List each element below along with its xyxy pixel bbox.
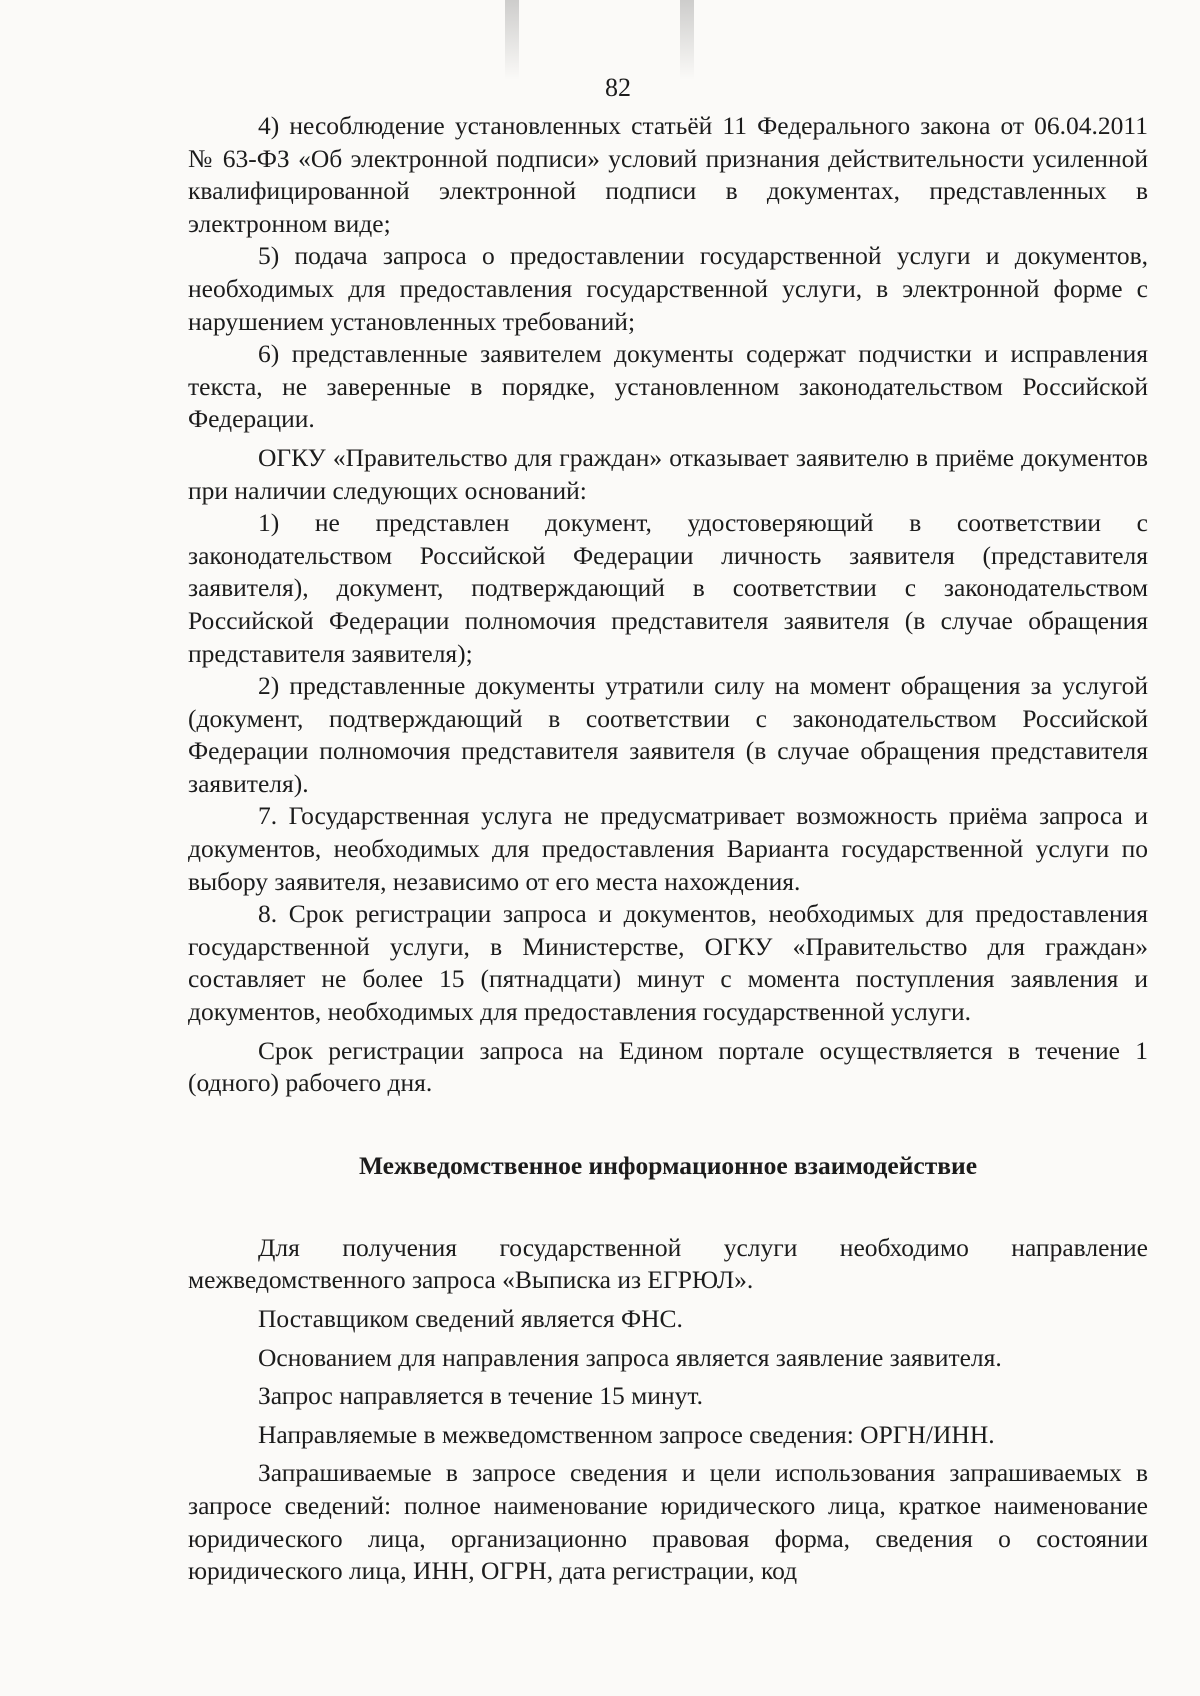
paragraph: Направляемые в межведомственном запросе сведения: ОРГН/ИНН. [258,1419,995,1449]
paragraph: Срок регистрации запроса на Едином портале осуществляется в течение 1 (одного) рабочего дня. [188,1035,1148,1098]
paragraph: Поставщиком сведений является ФНС. [258,1304,683,1333]
paragraph: 6) представленные заявителем документы содержат подчистки и исправления текста, не заверенные в порядке, установленном законодательством Российской Федерации. [188,339,1148,434]
page-number: 82 [605,73,631,102]
paragraph: ОГКУ «Правительство для граждан» отказывает заявителю в приёме документов при наличии следующих оснований: [188,442,1148,505]
paragraph: 5) подача запроса о предоставлении государственной услуги и документов, необходимых для предоставления государственной услуги, в электронной форме с нарушением установленных требований; [188,241,1148,336]
paragraph: 8. Срок регистрации запроса и документов, необходимых для предоставления государственной услуги, в Министерстве, ОГКУ «Правительство для граждан» составляет не более 15 (пятнадцати) минут с момента поступления заявления и документов, необходимых для предоставления государственной услуги. [188,899,1148,1027]
paragraph: Основанием для направления запроса является заявление заявителя. [258,1342,1002,1372]
section-heading: Межведомственное информационное взаимодействие [358,1150,978,1180]
paragraph: 7. Государственная услуга не предусматривает возможность приёма запроса и документов, необходимых для предоставления Варианта государственной услуги по выбору заявителя, независимо от его места нахождения. [188,801,1148,896]
paragraph: Для получения государственной услуги необходимо направление межведомственного запроса «Выписка из ЕГРЮЛ». [188,1232,1148,1295]
paragraph: 4) несоблюдение установленных статьёй 11 Федерального закона от 06.04.2011 № 63-ФЗ «Об электронной подписи» условий признания действительности усиленной квалифицированной электронной подписи в документах, представленных в электронном виде; [188,111,1148,238]
paragraph: 1) не представлен документ, удостоверяющий в соответствии с законодательством Российской Федерации личность заявителя (представителя заявителя), документ, подтверждающий в соответствии с законодательством Российской Федерации полномочия представителя заявителя (в случае обращения представителя заявителя); [188,508,1148,668]
paragraph: Запрос направляется в течение 15 минут. [258,1381,703,1411]
paragraph: Запрашиваемые в запросе сведения и цели использования запрашиваемых в запросе сведений: полное наименование юридического лица, краткое наименование юридического лица, организационно правовая форма, сведения о состоянии юридического лица, ИНН, ОГРН, дата регистрации, код [188,1458,1148,1586]
paragraph: 2) представленные документы утратили силу на момент обращения за услугой (документ, подтверждающий в соответствии с законодательством Российской Федерации полномочия представителя заявителя (в случае обращения представителя заявителя). [188,671,1148,798]
